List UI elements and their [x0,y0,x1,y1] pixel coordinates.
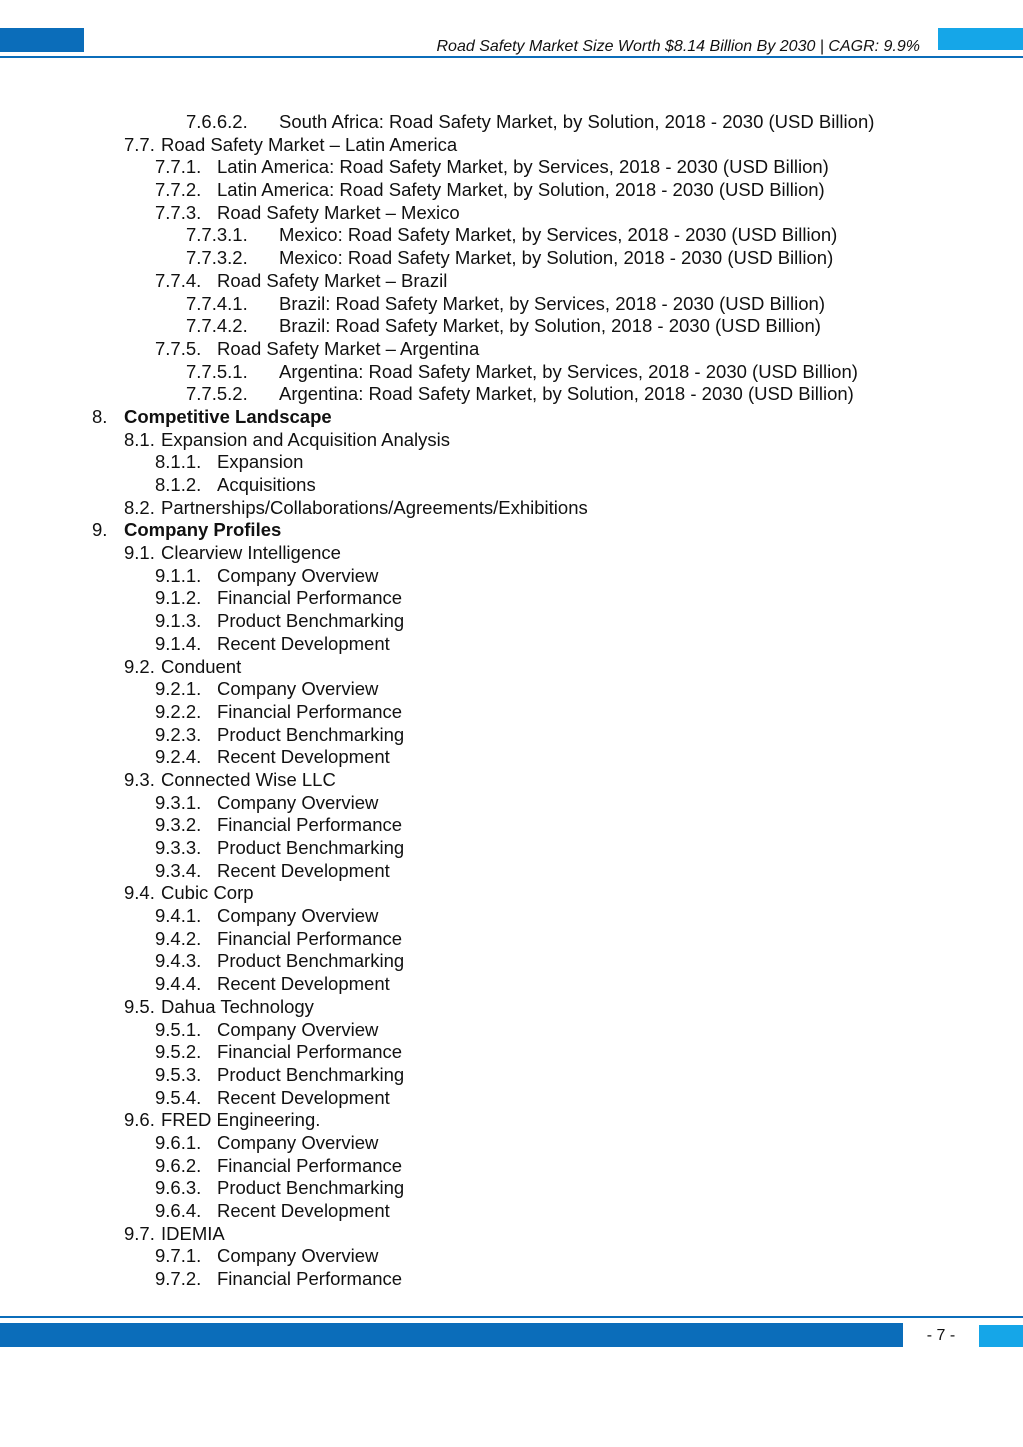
toc-entry-text: Conduent [161,655,242,677]
toc-entry-number: 9.5.1. [155,1018,202,1040]
toc-entry-text: Road Safety Market – Argentina [217,337,480,359]
toc-entry-text: Latin America: Road Safety Market, by Services, 2018 - 2030 (USD Billion) [217,156,829,178]
toc-entry-text: Recent Development [217,1200,390,1221]
toc-entry [0,814,1023,837]
toc-entry [0,156,1023,179]
toc-entry-number: 7.7.3.1. [186,224,248,246]
toc-entry [0,1041,1023,1064]
toc-entry [0,1268,1023,1291]
toc-entry [0,678,1023,701]
toc-entry-number: 9.1.1. [155,564,202,586]
toc-entry-number: 8. [92,405,108,427]
header-left-accent-bar [0,28,84,52]
toc-entry-text: Latin America: Road Safety Market, by Solution, 2018 - 2030 (USD Billion) [217,179,825,201]
toc-entry [0,1132,1023,1155]
toc-entry-number: 9.5.3. [155,1063,202,1085]
toc-entry [0,973,1023,996]
toc-entry [0,247,1023,270]
toc-entry [0,338,1023,361]
toc-entry [0,202,1023,225]
toc-entry-text: Recent Development [217,1086,390,1108]
toc-entry-text: Product Benchmarking [217,1063,405,1085]
toc-entry [0,406,1023,429]
toc-entry [0,361,1023,384]
toc-entry-text: Product Benchmarking [217,950,405,972]
toc-entry-number: 9.3. [124,768,155,790]
header-right-accent-bar [938,28,1023,50]
toc-entry [0,1087,1023,1110]
toc-entry-number: 9.3.2. [155,814,202,836]
toc-entry-text: Product Benchmarking [217,1177,405,1199]
toc-entry-number: 9.1. [124,542,155,564]
toc-entry [0,179,1023,202]
toc-entry [0,928,1023,951]
toc-entry-number: 9.1.3. [155,610,202,632]
toc-entry-number: 9.4.4. [155,973,202,995]
toc-entry-number: 9.6. [124,1109,155,1131]
toc-entry-text: Argentina: Road Safety Market, by Solution, 2018 - 2030 (USD Billion) [279,383,854,405]
toc-entry [0,270,1023,293]
toc-entry [0,882,1023,905]
toc-entry-number: 9.7.1. [155,1245,202,1267]
toc-entry-text: Cubic Corp [161,882,254,904]
toc-entry-text: Company Profiles [124,519,282,541]
header-divider [0,56,1023,58]
toc-entry-text: Road Safety Market – Mexico [217,201,460,223]
toc-entry-number: 9.2.2. [155,700,202,722]
toc-entry-number: 9.7. [124,1222,155,1244]
footer-accent-bar [0,1323,903,1347]
toc-entry-number: 9.4.2. [155,927,202,949]
toc-entry [0,474,1023,497]
toc-entry-text: Expansion [217,451,304,473]
toc-entry-number: 9.7.2. [155,1268,202,1290]
toc-entry-number: 7.7.1. [155,156,202,178]
toc-entry-text: Company Overview [217,791,379,813]
toc-entry [0,383,1023,406]
toc-entry-number: 9.1.2. [155,587,202,609]
toc-entry-number: 9.3.1. [155,791,202,813]
toc-entry [0,1019,1023,1042]
toc-entry-text: FRED Engineering. [161,1109,321,1131]
toc-entry-number: 9.2.1. [155,678,202,700]
toc-entry [0,1155,1023,1178]
toc-entry-number: 7.7.5.1. [186,360,248,382]
toc-entry [0,1223,1023,1246]
toc-entry-number: 8.1.2. [155,474,202,495]
toc-entry [0,860,1023,883]
toc-entry-text: Expansion and Acquisition Analysis [161,428,450,450]
toc-entry-text: Financial Performance [217,1268,403,1290]
toc-entry-number: 7.7.5.2. [186,383,248,405]
toc-entry-text: Company Overview [217,905,379,927]
toc-entry-number: 9.3.3. [155,837,202,858]
toc-entry [0,315,1023,338]
toc-entry-number: 7.7.4. [155,269,202,291]
toc-entry-text: Argentina: Road Safety Market, by Services, 2018 - 2030 (USD Billion) [279,360,858,382]
toc-entry [0,1177,1023,1200]
toc-entry [0,905,1023,928]
toc-entry-text: Road Safety Market – Brazil [217,269,448,291]
toc-entry [0,656,1023,679]
toc-entry-number: 9.4.1. [155,905,202,927]
toc-entry-number: 9.5.2. [155,1041,202,1063]
toc-entry-text: Product Benchmarking [217,837,405,858]
toc-entry-text: Recent Development [217,632,390,654]
toc-entry [0,610,1023,633]
toc-entry [0,633,1023,656]
toc-entry [0,1109,1023,1132]
header-title: Road Safety Market Size Worth $8.14 Billion By 2030 | CAGR: 9.9% [436,38,920,55]
toc-entry-text: Financial Performance [217,814,403,836]
toc-entry-number: 7.6.6.2. [186,111,248,132]
toc-entry-text: Recent Development [217,746,390,768]
toc-entry [0,542,1023,565]
toc-entry [0,134,1023,157]
toc-entry-number: 9.3.4. [155,859,202,881]
toc-entry [0,724,1023,747]
toc-entry-number: 9.1.4. [155,632,202,654]
toc-entry-text: Financial Performance [217,587,403,609]
toc-entry-number: 8.2. [124,496,155,518]
toc-entry-number: 9.6.2. [155,1154,202,1176]
toc-entry-text: South Africa: Road Safety Market, by Solution, 2018 - 2030 (USD Billion) [279,111,875,132]
toc-entry [0,837,1023,860]
toc-entry-text: Recent Development [217,859,390,881]
toc-entry [0,111,1023,134]
toc-entry-number: 8.1. [124,428,155,450]
toc-entry-text: Financial Performance [217,927,403,949]
toc-entry-text: Dahua Technology [161,995,314,1017]
toc-entry-text: Product Benchmarking [217,723,405,745]
toc-entry-number: 7.7.5. [155,337,202,359]
toc-entry-text: Clearview Intelligence [161,542,341,564]
toc-entry [0,769,1023,792]
toc-entry [0,701,1023,724]
toc-entry-text: Brazil: Road Safety Market, by Services, 2018 - 2030 (USD Billion) [279,292,825,314]
toc-entry [0,565,1023,588]
toc-entry-number: 9.2.4. [155,746,202,768]
toc-entry [0,587,1023,610]
toc-entry-number: 9.6.4. [155,1200,202,1221]
toc-entry-text: Financial Performance [217,1154,403,1176]
toc-entry-text: Acquisitions [217,474,316,495]
toc-entry-number: 9.4.3. [155,950,202,972]
toc-entry-text: Mexico: Road Safety Market, by Solution, 2018 - 2030 (USD Billion) [279,247,834,269]
toc-entry-text: IDEMIA [161,1222,225,1244]
toc-entry-number: 9.2. [124,655,155,677]
toc-entry-text: Company Overview [217,1245,379,1267]
toc-entry [0,996,1023,1019]
toc-entry-text: Road Safety Market – Latin America [161,133,458,155]
toc-entry-number: 7.7.3.2. [186,247,248,269]
toc-entry-number: 7.7.2. [155,179,202,201]
toc-entry [0,746,1023,769]
toc-entry-text: Mexico: Road Safety Market, by Services, 2018 - 2030 (USD Billion) [279,224,838,246]
toc-entry-text: Brazil: Road Safety Market, by Solution, 2018 - 2030 (USD Billion) [279,315,821,337]
toc-entry [0,497,1023,520]
toc-entry-text: Company Overview [217,1018,379,1040]
toc-entry-text: Product Benchmarking [217,610,405,632]
toc-entry-number: 9.6.1. [155,1131,202,1153]
toc-entry-number: 7.7.3. [155,201,202,223]
toc-entry-number: 9. [92,519,108,541]
table-of-contents [0,111,1023,1291]
toc-entry-text: Competitive Landscape [124,405,332,427]
toc-entry [0,293,1023,316]
toc-entry [0,1245,1023,1268]
toc-entry-text: Financial Performance [217,700,403,722]
toc-entry [0,224,1023,247]
toc-entry-number: 9.6.3. [155,1177,202,1199]
toc-entry-number: 7.7.4.2. [186,315,248,337]
toc-entry-number: 9.4. [124,882,155,904]
toc-entry [0,1064,1023,1087]
toc-entry-text: Company Overview [217,678,379,700]
toc-entry [0,429,1023,452]
toc-entry-text: Company Overview [217,564,379,586]
toc-entry-text: Partnerships/Collaborations/Agreements/Exhibitions [161,496,588,518]
toc-entry-number: 7.7.4.1. [186,292,248,314]
toc-entry [0,519,1023,542]
toc-entry-text: Connected Wise LLC [161,768,336,790]
toc-entry-number: 9.5.4. [155,1086,202,1108]
toc-entry-number: 7.7. [124,133,155,155]
toc-entry [0,950,1023,973]
page-number: - 7 - [926,1327,956,1344]
toc-entry-text: Financial Performance [217,1041,403,1063]
toc-entry-number: 9.2.3. [155,723,202,745]
toc-entry-number: 9.5. [124,995,155,1017]
toc-entry [0,792,1023,815]
toc-entry-number: 8.1.1. [155,451,202,473]
footer-right-accent-bar [979,1325,1023,1347]
footer-divider [0,1316,1023,1318]
toc-entry-text: Company Overview [217,1131,379,1153]
toc-entry [0,451,1023,474]
toc-entry-text: Recent Development [217,973,390,995]
toc-entry [0,1200,1023,1223]
